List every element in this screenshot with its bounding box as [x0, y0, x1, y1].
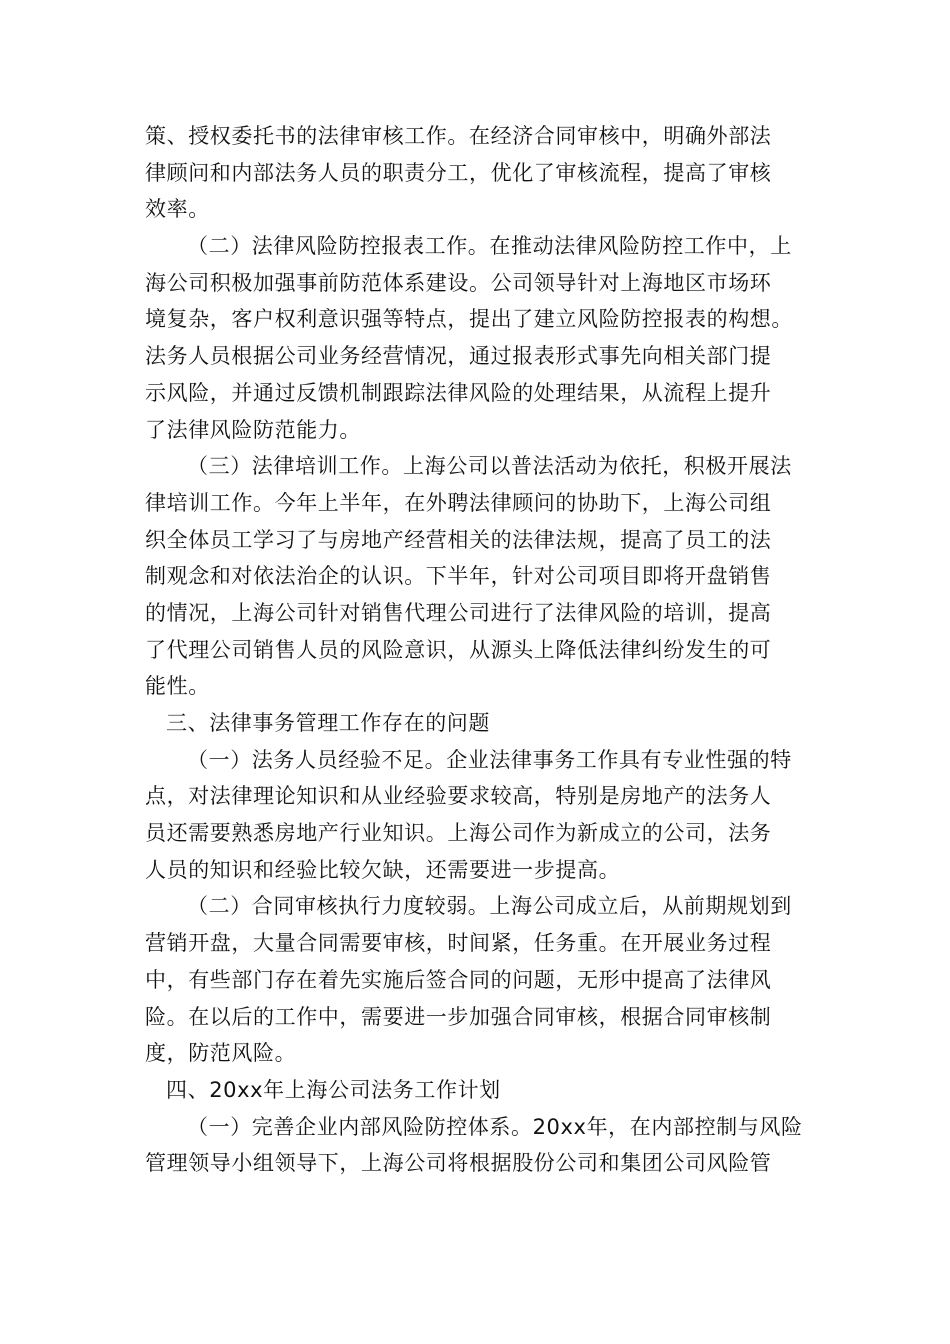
text-line: 制观念和对依法治企的认识。下半年，针对公司项目即将开盘销售 — [145, 564, 772, 589]
text-line: 境复杂，客户权利意识强等特点，提出了建立风险防控报表的构想。 — [145, 307, 793, 332]
text-line: 度，防范风险。 — [145, 1041, 297, 1066]
text-line: 法务人员根据公司业务经营情况，通过报表形式事先向相关部门提 — [145, 344, 772, 369]
text-line: 的情况，上海公司针对销售代理公司进行了法律风险的培训，提高 — [145, 600, 772, 625]
section-heading: 三、法律事务管理工作存在的问题 — [166, 711, 490, 735]
text-line: 效率。 — [145, 197, 210, 222]
section-heading: 四、20xx年上海公司法务工作计划 — [166, 1077, 501, 1102]
text-line: 险。在以后的工作中，需要进一步加强合同审核，根据合同审核制 — [145, 1004, 772, 1029]
text-line: 了法律风险防范能力。 — [145, 417, 361, 442]
text-line: 点，对法律理论知识和从业经验要求较高，特别是房地产的法务人 — [145, 784, 772, 809]
text-line: 律培训工作。今年上半年，在外聘法律顾问的协助下，上海公司组 — [145, 490, 772, 515]
text-line: 人员的知识和经验比较欠缺，还需要进一步提高。 — [145, 857, 621, 882]
text-line: 策、授权委托书的法律审核工作。在经济合同审核中，明确外部法 — [145, 124, 772, 148]
text-line: 员还需要熟悉房地产行业知识。上海公司作为新成立的公司，法务 — [145, 821, 772, 846]
text-line: （二）合同审核执行力度较弱。上海公司成立后，从前期规划到 — [187, 894, 792, 919]
text-line: 海公司积极加强事前防范体系建设。公司领导针对上海地区市场环 — [145, 270, 772, 295]
text-line: （一）法务人员经验不足。企业法律事务工作具有专业性强的特 — [187, 747, 792, 772]
document-body — [145, 118, 810, 1182]
text-line: （一）完善企业内部风险防控体系。20xx年，在内部控制与风险 — [187, 1114, 803, 1139]
text-line: 律顾问和内部法务人员的职责分工，优化了审核流程，提高了审核 — [145, 160, 772, 185]
text-line: 管理领导小组领导下，上海公司将根据股份公司和集团公司风险管 — [145, 1151, 772, 1176]
text-line: 织全体员工学习了与房地产经营相关的法律法规，提高了员工的法 — [145, 527, 772, 552]
text-line: （三）法律培训工作。上海公司以普法活动为依托，积极开展法 — [187, 454, 792, 479]
text-line: （二）法律风险防控报表工作。在推动法律风险防控工作中，上 — [187, 234, 792, 259]
text-line: 了代理公司销售人员的风险意识，从源头上降低法律纠纷发生的可 — [145, 637, 772, 662]
text-line: 中，有些部门存在着先实施后签合同的问题，无形中提高了法律风 — [145, 967, 772, 992]
text-line: 示风险，并通过反馈机制跟踪法律风险的处理结果，从流程上提升 — [145, 380, 772, 405]
text-line: 营销开盘，大量合同需要审核，时间紧，任务重。在开展业务过程 — [145, 931, 772, 956]
text-line: 能性。 — [145, 674, 210, 699]
